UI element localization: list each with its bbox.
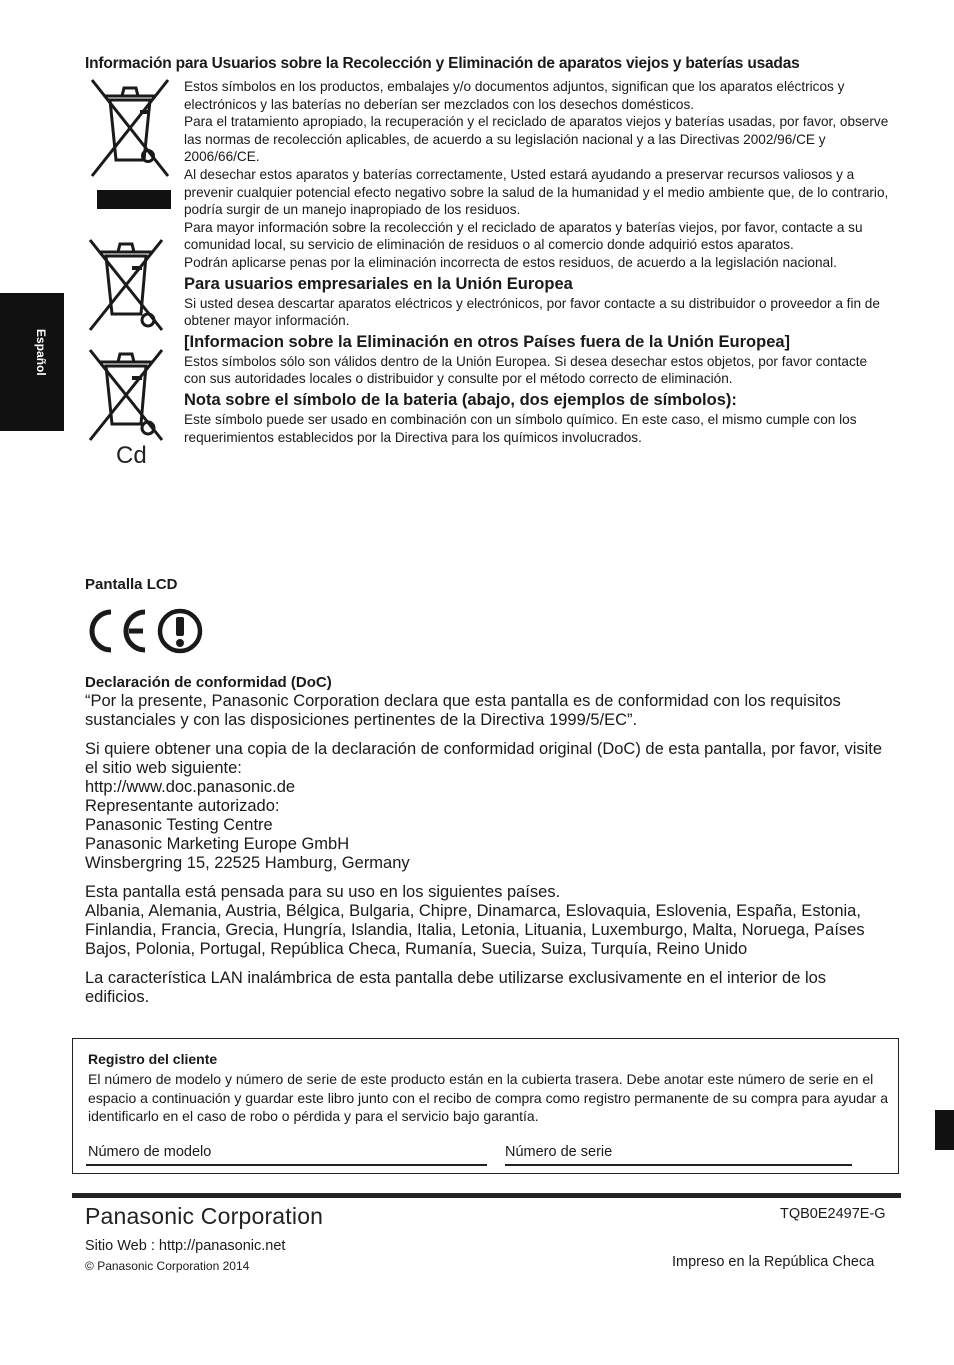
rep-label: Representante autorizado: — [85, 797, 280, 815]
weee-body — [184, 78, 889, 446]
countries-list: Albania, Alemania, Austria, Bélgica, Bulgaria, Chipre, Dinamarca, Eslovaquia, Eslovenia, España, Estonia, Finlandia, Francia, Grecia, Hungría, Islandia, Italia, Letonia, Lituania, Luxemburgo, Malta, Noruega, Países Bajos, Polonia, Portugal, República Checa, Rumanía, Suecia, Suiza, Turquía, Reino Unido — [85, 902, 865, 958]
website: Sitio Web : http://panasonic.net — [85, 1238, 286, 1254]
copyright-text: Panasonic Corporation 2014 — [97, 1259, 250, 1273]
battery-text: Este símbolo puede ser usado en combinación con un símbolo químico. En este caso, el mismo cumple con los requerimientos establecidos por la Directiva para los químicos involucrados. — [184, 411, 857, 445]
copyright-icon: © — [85, 1259, 94, 1273]
rep-line: Panasonic Testing Centre — [85, 816, 273, 834]
customer-record-box — [72, 1038, 899, 1174]
printed-in: Impreso en la República Checa — [672, 1254, 875, 1270]
rep-line: Winsbergring 15, 22525 Hamburg, Germany — [85, 854, 410, 872]
countries-intro: Esta pantalla está pensada para su uso en los siguientes países. — [85, 883, 561, 901]
model-number-label: Número de modelo — [88, 1144, 212, 1160]
weee-paragraph: Estos símbolos en los productos, embalajes y/o documentos adjuntos, significan que los aparatos eléctricos y electrónicos y las baterías no deberían ser mezclados con los desechos domésticos. — [184, 79, 845, 112]
footer-rule — [72, 1193, 901, 1198]
serial-number-label: Número de serie — [505, 1144, 613, 1160]
business-heading: Para usuarios empresariales en la Unión Europea — [184, 274, 573, 293]
language-tab — [0, 293, 64, 431]
declaration-section — [85, 673, 885, 1017]
model-number-field[interactable] — [86, 1164, 487, 1166]
serial-number-field[interactable] — [505, 1164, 852, 1166]
weee-paragraph: Al desechar estos aparatos y baterías correctamente, Usted estará ayudando a preservar recursos valiosos y a prevenir cualquier potencial efecto negativo sobre la salud de la humanidad y el medio ambiente que, de lo contrario, podría surgir de un manejo inapropiado de los residuos. — [184, 166, 889, 218]
battery-bin-cd-icon — [86, 344, 166, 446]
battery-heading: Nota sobre el símbolo de la bateria (abajo, dos ejemplos de símbolos): — [184, 390, 737, 409]
doc-url: http://www.doc.panasonic.de — [85, 778, 296, 796]
separator-bar — [97, 190, 171, 209]
doc-copy-request: Si quiere obtener una copia de la declaración de conformidad original (DoC) de esta pantalla, por favor, visite el sitio web siguiente: — [85, 740, 883, 777]
weee-paragraph: Para mayor información sobre la recolección y el reciclado de aparatos y baterías viejos, por favor, contacte a su comunidad local, su servicio de eliminación de residuos o al comercio donde adquirió estos aparatos. — [184, 219, 863, 253]
rep-line: Panasonic Marketing Europe GmbH — [85, 835, 350, 853]
lan-note: La característica LAN inalámbrica de esta pantalla debe utilizarse exclusivamente en el interior de los edificios. — [85, 969, 827, 1006]
document-code: TQB0E2497E-G — [780, 1206, 886, 1222]
weee-paragraph: Para el tratamiento apropiado, la recuperación y el reciclado de aparatos viejos y baterías usadas, por favor, observe las normas de recolección aplicables, de acuerdo a su legislación nacional y a las Directivas 2002/96/CE y 2006/66/CE. — [184, 114, 889, 165]
outside-eu-text: Estos símbolos sólo son válidos dentro de la Unión Europea. Si desea desechar estos objetos, por favor contacte con sus autoridades locales o distribuidor y consulte por el método correcto de eliminación. — [184, 353, 868, 387]
outside-eu-heading: [Informacion sobre la Eliminación en otros Países fuera de la Unión Europea] — [184, 332, 791, 351]
weee-paragraph: Podrán aplicarse penas por la eliminación incorrecta de estos residuos, de acuerdo a la legislación nacional. — [184, 254, 837, 270]
crossed-bin-icon — [86, 74, 174, 182]
page-edge-marker — [935, 1110, 954, 1150]
business-text: Si usted desea descartar aparatos eléctricos y electrónicos, por favor contacte a su distribuidor o proveedor a fin de obtener mayor información. — [184, 295, 880, 329]
language-tab-label: Español — [34, 329, 48, 376]
brand-logo: Panasonic Corporation — [85, 1203, 324, 1229]
chemical-symbol: Cd — [116, 442, 147, 469]
ce-alert-mark-icon — [85, 606, 209, 656]
record-text: El número de modelo y número de serie de este producto están en la cubierta trasera. Debe anotar este número de serie en el espacio a continuación y guardar este libro junto con el recibo de compra como registro permanente de su compra para ayudar a identificarlo en el caso de robo o pérdida y para el servicio bajo garantía. — [88, 1071, 889, 1124]
battery-bin-icon — [86, 234, 166, 336]
record-title: Registro del cliente — [88, 1051, 218, 1067]
doc-statement: “Por la presente, Panasonic Corporation declara que esta pantalla es de conformidad con los requisitos sustanciales y con las disposiciones pertinentes de la Directiva 1999/5/EC”. — [85, 692, 841, 729]
weee-title: Información para Usuarios sobre la Recolección y Eliminación de aparatos viejos y baterías usadas — [85, 55, 800, 72]
copyright — [85, 1259, 249, 1273]
lcd-heading: Pantalla LCD — [85, 576, 178, 593]
doc-heading: Declaración de conformidad (DoC) — [85, 674, 332, 691]
